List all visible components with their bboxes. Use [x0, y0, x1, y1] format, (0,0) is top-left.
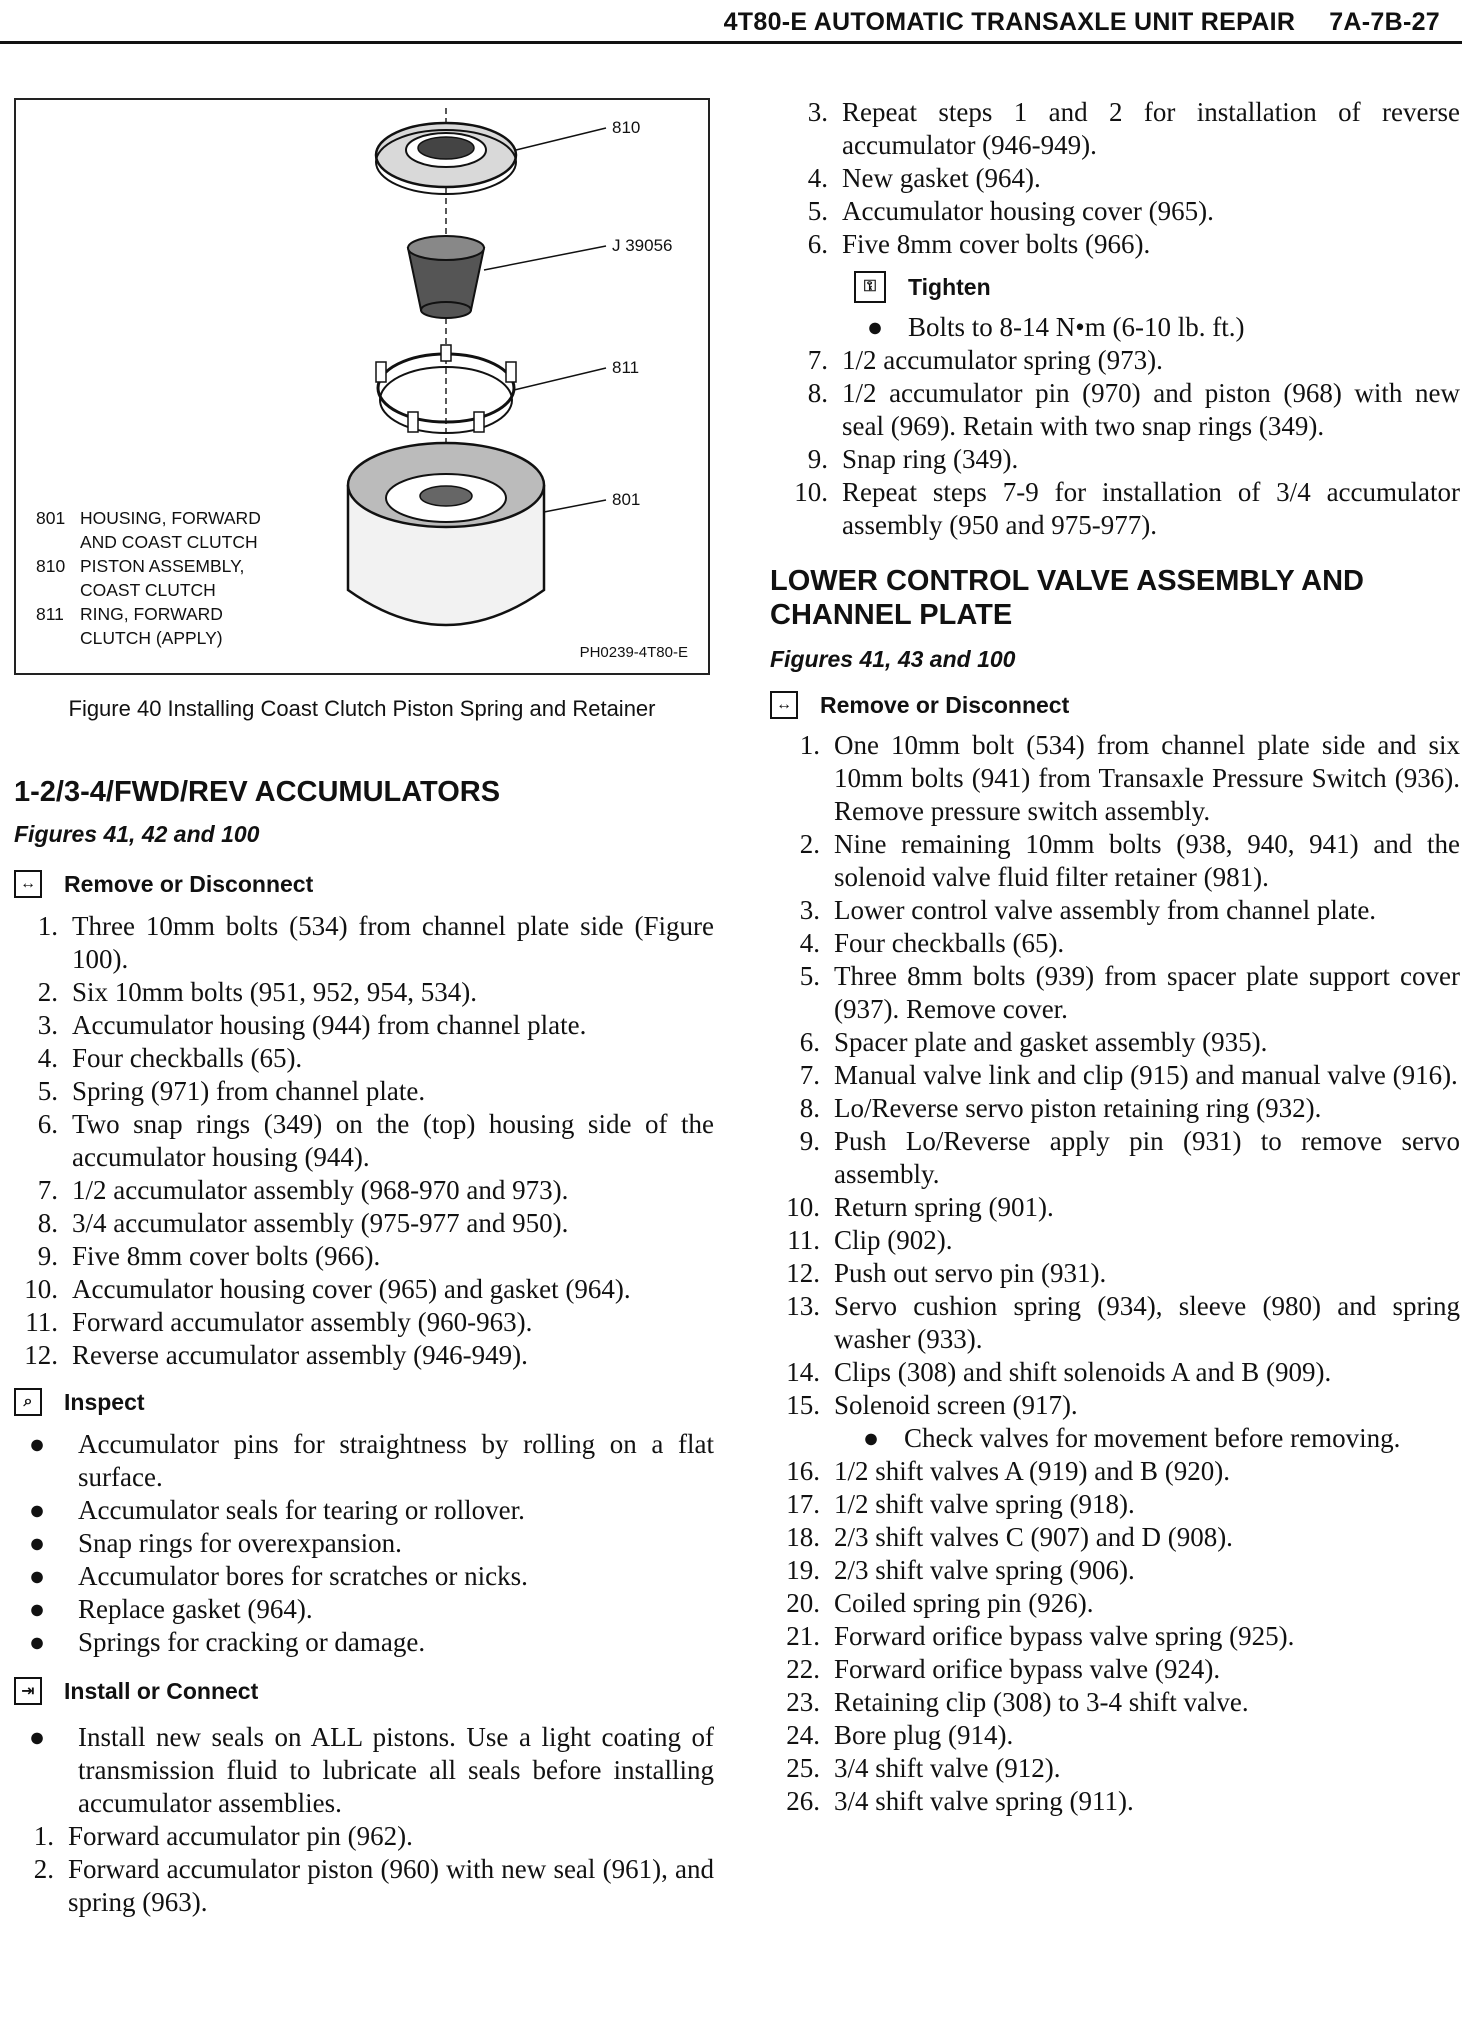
item-marker: 25. — [786, 1753, 820, 1783]
list-item — [770, 1125, 1460, 1191]
list-item — [770, 1455, 1460, 1488]
remove-procedure-label — [14, 870, 714, 898]
inspect-label: Inspect — [64, 1388, 145, 1415]
legend-num: 801 — [36, 508, 66, 528]
item-marker: 15. — [786, 1390, 820, 1420]
list-item — [770, 1389, 1460, 1422]
item-marker: 12. — [24, 1340, 58, 1370]
legend-text: CLUTCH (APPLY) — [80, 628, 223, 648]
item-marker: 3. — [37, 1010, 58, 1040]
list-item — [14, 1527, 714, 1560]
figure-references: Figures 41, 42 and 100 — [14, 821, 260, 847]
item-text: 3/4 accumulator assembly (975-977 and 950). — [72, 1208, 569, 1238]
item-marker: 4. — [807, 163, 828, 193]
item-text: Install new seals on ALL pistons. Use a light coating of transmission fluid to lubricate all seals before installing accumulator assemblies. — [78, 1722, 714, 1818]
install-continued-list — [778, 96, 1460, 261]
list-item — [778, 228, 1460, 261]
item-marker: 2. — [33, 1854, 54, 1884]
item-marker: 8. — [807, 378, 828, 408]
item-marker: 14. — [786, 1357, 820, 1387]
lower-valve-remove-list — [770, 729, 1460, 1422]
install-note-list — [14, 1721, 714, 1820]
remove-procedure-label-2 — [770, 691, 1460, 719]
item-marker: 9. — [807, 444, 828, 474]
legend-num: 811 — [36, 604, 64, 624]
list-item — [8, 910, 714, 976]
list-item — [778, 162, 1460, 195]
list-item — [770, 1488, 1460, 1521]
list-item — [770, 1257, 1460, 1290]
item-text: Two snap rings (349) on the (top) housing side of the accumulator housing (944). — [72, 1109, 714, 1172]
item-text: Forward accumulator pin (962). — [68, 1821, 413, 1851]
item-marker: 5. — [799, 961, 820, 991]
list-item — [14, 1560, 714, 1593]
list-item — [8, 1108, 714, 1174]
list-item — [8, 1240, 714, 1273]
list-item — [770, 1356, 1460, 1389]
item-marker: 4. — [799, 928, 820, 958]
figure-code: PH0239-4T80-E — [579, 644, 688, 661]
item-marker: 6. — [807, 229, 828, 259]
item-text: Solenoid screen (917). — [834, 1390, 1078, 1420]
item-text: Spacer plate and gasket assembly (935). — [834, 1027, 1268, 1057]
tighten-label: Tighten — [908, 273, 991, 300]
item-text: One 10mm bolt (534) from channel plate side and six 10mm bolts (941) from Transaxle Pressure Switch (936). Remove pressure switch assembly. — [834, 730, 1460, 826]
running-head-title: 4T80-E AUTOMATIC TRANSAXLE UNIT REPAIR — [723, 8, 1296, 36]
remove-disconnect-icon: ↔ — [770, 691, 798, 719]
list-item — [8, 1009, 714, 1042]
item-text: 2/3 shift valves C (907) and D (908). — [834, 1522, 1233, 1552]
item-marker: 11. — [25, 1307, 58, 1337]
list-item — [8, 1075, 714, 1108]
item-marker: ● — [28, 1429, 46, 1459]
item-text: Springs for cracking or damage. — [78, 1627, 426, 1657]
item-marker: 3. — [807, 97, 828, 127]
item-text: 1/2 shift valves A (919) and B (920). — [834, 1456, 1230, 1486]
page-number: 7A-7B-27 — [1329, 8, 1440, 36]
list-item — [770, 1785, 1460, 1818]
list-item — [8, 1042, 714, 1075]
list-item — [778, 96, 1460, 162]
header-rule — [0, 41, 1462, 44]
tighten-icon: ⚿ — [854, 271, 886, 303]
item-marker: 7. — [799, 1060, 820, 1090]
item-text: Manual valve link and clip (915) and manual valve (916). — [834, 1060, 1458, 1090]
item-marker: 2. — [799, 829, 820, 859]
item-marker: ● — [28, 1722, 46, 1752]
item-marker: 1. — [33, 1821, 54, 1851]
list-item — [14, 1494, 714, 1527]
legend-text: HOUSING, FORWARD — [80, 508, 261, 528]
list-item — [4, 1820, 714, 1853]
item-marker: 1. — [799, 730, 820, 760]
item-marker: 23. — [786, 1687, 820, 1717]
item-text: Coiled spring pin (926). — [834, 1588, 1094, 1618]
remove-steps-list — [8, 910, 714, 1372]
list-item — [770, 1620, 1460, 1653]
remove-disconnect-icon: ↔ — [14, 870, 42, 898]
remove-label-2: Remove or Disconnect — [820, 691, 1070, 718]
item-text: Accumulator bores for scratches or nicks. — [78, 1561, 528, 1591]
item-text: Accumulator seals for tearing or rollover. — [78, 1495, 525, 1525]
item-text: New gasket (964). — [842, 163, 1041, 193]
item-text: Three 8mm bolts (939) from spacer plate support cover (937). Remove cover. — [834, 961, 1460, 1024]
lower-valve-remove-list-2 — [770, 1455, 1460, 1818]
install-steps-list — [4, 1820, 714, 1919]
figure-40 — [14, 98, 710, 675]
item-text: 1/2 shift valve spring (918). — [834, 1489, 1135, 1519]
install-label: Install or Connect — [64, 1677, 259, 1704]
item-text: Three 10mm bolts (534) from channel plate side (Figure 100). — [72, 911, 714, 974]
list-item — [4, 1853, 714, 1919]
running-head — [724, 8, 1440, 37]
list-item — [770, 1026, 1460, 1059]
item-text: Replace gasket (964). — [78, 1594, 313, 1624]
list-item — [770, 1059, 1460, 1092]
item-marker: 8. — [799, 1093, 820, 1123]
list-item — [14, 1428, 714, 1494]
item-marker: ● — [28, 1528, 46, 1558]
item-marker: 21. — [786, 1621, 820, 1651]
list-item — [770, 828, 1460, 894]
sub-note-list — [770, 1422, 1460, 1455]
list-item — [8, 976, 714, 1009]
item-marker: ● — [28, 1561, 46, 1591]
install-continued-list-2 — [778, 344, 1460, 542]
item-marker: 26. — [786, 1786, 820, 1816]
item-marker: ● — [28, 1495, 46, 1525]
inspect-icon: ⌕ — [14, 1388, 42, 1416]
inspect-procedure-label — [14, 1388, 714, 1416]
figure-caption: Figure 40 Installing Coast Clutch Piston Spring and Retainer — [68, 696, 656, 721]
list-item — [8, 1174, 714, 1207]
list-item — [778, 476, 1460, 542]
tighten-procedure-label — [854, 271, 1460, 303]
callout-810: 810 — [612, 118, 641, 137]
legend-text: COAST CLUTCH — [80, 580, 216, 600]
list-item — [770, 1290, 1460, 1356]
item-marker: 18. — [786, 1522, 820, 1552]
remove-label: Remove or Disconnect — [64, 870, 314, 897]
item-marker: 6. — [799, 1027, 820, 1057]
item-marker: ● — [866, 312, 884, 342]
item-marker: ● — [862, 1423, 880, 1453]
item-marker: 5. — [37, 1076, 58, 1106]
inspect-list — [14, 1428, 714, 1659]
item-text: 3/4 shift valve spring (911). — [834, 1786, 1134, 1816]
list-item — [860, 311, 1460, 344]
item-text: Five 8mm cover bolts (966). — [72, 1241, 381, 1271]
item-text: Accumulator housing cover (965) and gasket (964). — [72, 1274, 631, 1304]
item-text: Four checkballs (65). — [834, 928, 1065, 958]
callout-811: 811 — [612, 358, 640, 377]
item-marker: 8. — [37, 1208, 58, 1238]
item-marker: 16. — [786, 1456, 820, 1486]
item-marker: 11. — [787, 1225, 820, 1255]
item-text: Retaining clip (308) to 3-4 shift valve. — [834, 1687, 1249, 1717]
item-marker: 10. — [24, 1274, 58, 1304]
item-marker: 7. — [37, 1175, 58, 1205]
item-marker: 10. — [794, 477, 828, 507]
item-marker: 13. — [786, 1291, 820, 1321]
legend-num: 810 — [36, 556, 66, 576]
item-text: Accumulator housing (944) from channel plate. — [72, 1010, 587, 1040]
item-text: Nine remaining 10mm bolts (938, 940, 941) and the solenoid valve fluid filter retainer (981). — [834, 829, 1460, 892]
page-header — [0, 0, 1472, 40]
list-item — [770, 1686, 1460, 1719]
right-section — [770, 96, 1460, 1818]
item-text: Check valves for movement before removing. — [904, 1423, 1401, 1453]
item-text: Lo/Reverse servo piston retaining ring (932). — [834, 1093, 1322, 1123]
item-text: Snap rings for overexpansion. — [78, 1528, 402, 1558]
item-marker: 4. — [37, 1043, 58, 1073]
list-item — [770, 1719, 1460, 1752]
item-marker: 12. — [786, 1258, 820, 1288]
list-item — [770, 1224, 1460, 1257]
item-marker: 6. — [37, 1109, 58, 1139]
list-item — [770, 894, 1460, 927]
list-item — [770, 1587, 1460, 1620]
item-marker: 7. — [807, 345, 828, 375]
legend-text: PISTON ASSEMBLY, — [80, 556, 245, 576]
list-item — [14, 1626, 714, 1659]
item-text: Accumulator housing cover (965). — [842, 196, 1214, 226]
list-item — [770, 1752, 1460, 1785]
list-item — [8, 1306, 714, 1339]
item-marker: 17. — [786, 1489, 820, 1519]
item-marker: 20. — [786, 1588, 820, 1618]
list-item — [770, 1521, 1460, 1554]
list-item — [778, 443, 1460, 476]
list-item — [8, 1273, 714, 1306]
install-connect-icon: ⇥ — [14, 1677, 42, 1705]
item-text: Forward accumulator assembly (960-963). — [72, 1307, 533, 1337]
item-text: Servo cushion spring (934), sleeve (980) and spring washer (933). — [834, 1291, 1460, 1354]
callout-j39056: J 39056 — [612, 236, 673, 255]
item-marker: 9. — [799, 1126, 820, 1156]
list-item — [770, 960, 1460, 1026]
list-item — [778, 344, 1460, 377]
item-text: 3/4 shift valve (912). — [834, 1753, 1061, 1783]
item-marker: 19. — [786, 1555, 820, 1585]
item-text: Reverse accumulator assembly (946-949). — [72, 1340, 528, 1370]
item-text: Accumulator pins for straightness by rolling on a flat surface. — [78, 1429, 714, 1492]
list-item — [778, 195, 1460, 228]
callout-801: 801 — [612, 490, 641, 509]
item-text: Forward orifice bypass valve (924). — [834, 1654, 1221, 1684]
item-text: Lower control valve assembly from channel plate. — [834, 895, 1377, 925]
item-text: Push out servo pin (931). — [834, 1258, 1107, 1288]
item-text: Clips (308) and shift solenoids A and B (909). — [834, 1357, 1332, 1387]
item-marker: ● — [28, 1594, 46, 1624]
item-text: Bore plug (914). — [834, 1720, 1014, 1750]
item-marker: 10. — [786, 1192, 820, 1222]
list-item — [770, 1653, 1460, 1686]
left-section — [14, 775, 714, 1919]
legend-text: AND COAST CLUTCH — [80, 532, 258, 552]
list-item — [770, 1554, 1460, 1587]
figure-legend — [36, 506, 261, 650]
item-text: Push Lo/Reverse apply pin (931) to remove servo assembly. — [834, 1126, 1460, 1189]
item-text: Bolts to 8-14 N•m (6-10 lb. ft.) — [908, 312, 1245, 342]
item-marker: 3. — [799, 895, 820, 925]
item-marker: 1. — [37, 911, 58, 941]
tighten-list — [860, 311, 1460, 344]
item-text: Repeat steps 7-9 for installation of 3/4 accumulator assembly (950 and 975-977). — [842, 477, 1460, 540]
item-text: Five 8mm cover bolts (966). — [842, 229, 1151, 259]
item-text: 1/2 accumulator pin (970) and piston (968) with new seal (969). Retain with two snap rings (349). — [842, 378, 1460, 441]
item-text: Forward orifice bypass valve spring (925). — [834, 1621, 1295, 1651]
section-heading-lower-control-valve: LOWER CONTROL VALVE ASSEMBLY AND CHANNEL PLATE — [770, 565, 1365, 631]
item-marker: 5. — [807, 196, 828, 226]
figure-references-2: Figures 41, 43 and 100 — [770, 646, 1016, 672]
list-item — [8, 1339, 714, 1372]
item-marker: 9. — [37, 1241, 58, 1271]
list-item — [770, 927, 1460, 960]
item-text: Spring (971) from channel plate. — [72, 1076, 426, 1106]
item-text: Forward accumulator piston (960) with new seal (961), and spring (963). — [68, 1854, 714, 1917]
item-text: Clip (902). — [834, 1225, 953, 1255]
list-item — [14, 1721, 714, 1820]
item-text: Snap ring (349). — [842, 444, 1019, 474]
item-marker: 22. — [786, 1654, 820, 1684]
list-item — [770, 1092, 1460, 1125]
install-procedure-label — [14, 1677, 714, 1705]
item-text: Return spring (901). — [834, 1192, 1054, 1222]
item-text: Six 10mm bolts (951, 952, 954, 534). — [72, 977, 478, 1007]
list-item — [856, 1422, 1460, 1455]
item-text: Four checkballs (65). — [72, 1043, 303, 1073]
item-marker: ● — [28, 1627, 46, 1657]
item-text: Repeat steps 1 and 2 for installation of reverse accumulator (946-949). — [842, 97, 1460, 160]
list-item — [770, 729, 1460, 828]
item-marker: 24. — [786, 1720, 820, 1750]
item-text: 1/2 accumulator assembly (968-970 and 973). — [72, 1175, 569, 1205]
list-item — [770, 1191, 1460, 1224]
section-heading-accumulators: 1-2/3-4/FWD/REV ACCUMULATORS — [14, 776, 501, 808]
list-item — [8, 1207, 714, 1240]
list-item — [778, 377, 1460, 443]
list-item — [14, 1593, 714, 1626]
legend-text: RING, FORWARD — [80, 604, 223, 624]
item-marker: 2. — [37, 977, 58, 1007]
item-text: 2/3 shift valve spring (906). — [834, 1555, 1135, 1585]
item-text: 1/2 accumulator spring (973). — [842, 345, 1163, 375]
